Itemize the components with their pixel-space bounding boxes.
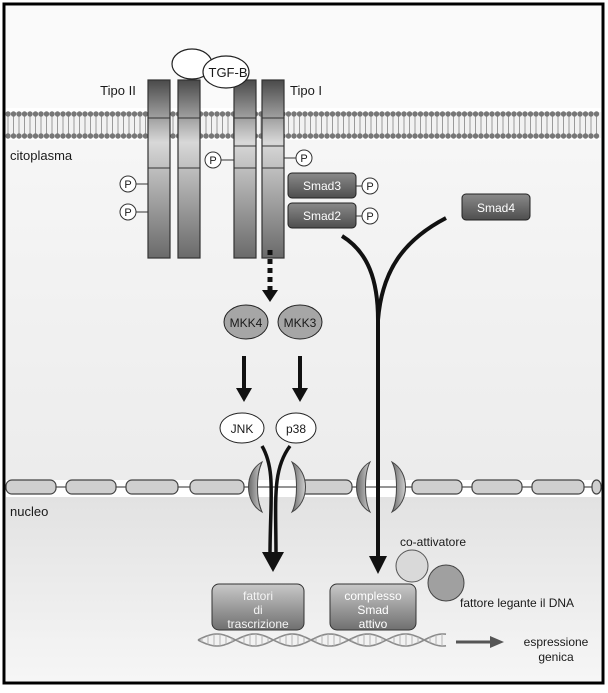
- svg-text:p38: p38: [285, 422, 307, 436]
- svg-text:MKK3: MKK3: [283, 316, 317, 330]
- nucleus-label: nucleo: [10, 504, 49, 519]
- coactivator-label: co-attivatore: [400, 535, 467, 549]
- svg-text:P: P: [124, 207, 132, 219]
- smad4-node: [462, 194, 530, 220]
- svg-text:MKK4: MKK4: [229, 316, 263, 330]
- svg-text:di: di: [253, 603, 263, 617]
- transcription-factors-box: [212, 584, 304, 631]
- smad3-label: Smad3: [302, 179, 342, 193]
- svg-text:fattori: fattori: [242, 589, 274, 603]
- plasma-membrane: [5, 111, 601, 138]
- dna-binding-factor-label: fattore legante il DNA: [460, 596, 575, 610]
- type1-receptor-label: Tipo I: [290, 83, 323, 98]
- svg-text:complesso: complesso: [344, 589, 402, 603]
- svg-text:attivo: attivo: [358, 617, 388, 631]
- type2-receptor-label: Tipo II: [100, 83, 136, 98]
- smad-complex-box: [330, 584, 416, 631]
- svg-text:P: P: [124, 179, 132, 191]
- smad2-label: Smad2: [302, 209, 342, 223]
- gene-expression-label-2: genica: [538, 650, 574, 664]
- mkk3-node: [278, 305, 322, 339]
- jnk-node: [220, 413, 264, 443]
- svg-text:P: P: [366, 211, 374, 223]
- smad4-label: Smad4: [476, 201, 516, 215]
- coactivator-node: [396, 550, 428, 582]
- p38-node: [276, 413, 316, 443]
- svg-text:trascrizione: trascrizione: [227, 617, 289, 631]
- svg-text:JNK: JNK: [230, 422, 254, 436]
- svg-text:Smad: Smad: [357, 603, 389, 617]
- svg-text:P: P: [209, 155, 217, 167]
- mkk4-node: [224, 305, 268, 339]
- gene-expression-label-1: espressione: [523, 635, 589, 649]
- svg-text:P: P: [366, 181, 374, 193]
- svg-text:P: P: [300, 153, 308, 165]
- dna-binding-factor-node: [428, 565, 464, 601]
- ligand-label: TGF-B: [208, 65, 248, 80]
- cytoplasm-label: citoplasma: [10, 148, 73, 163]
